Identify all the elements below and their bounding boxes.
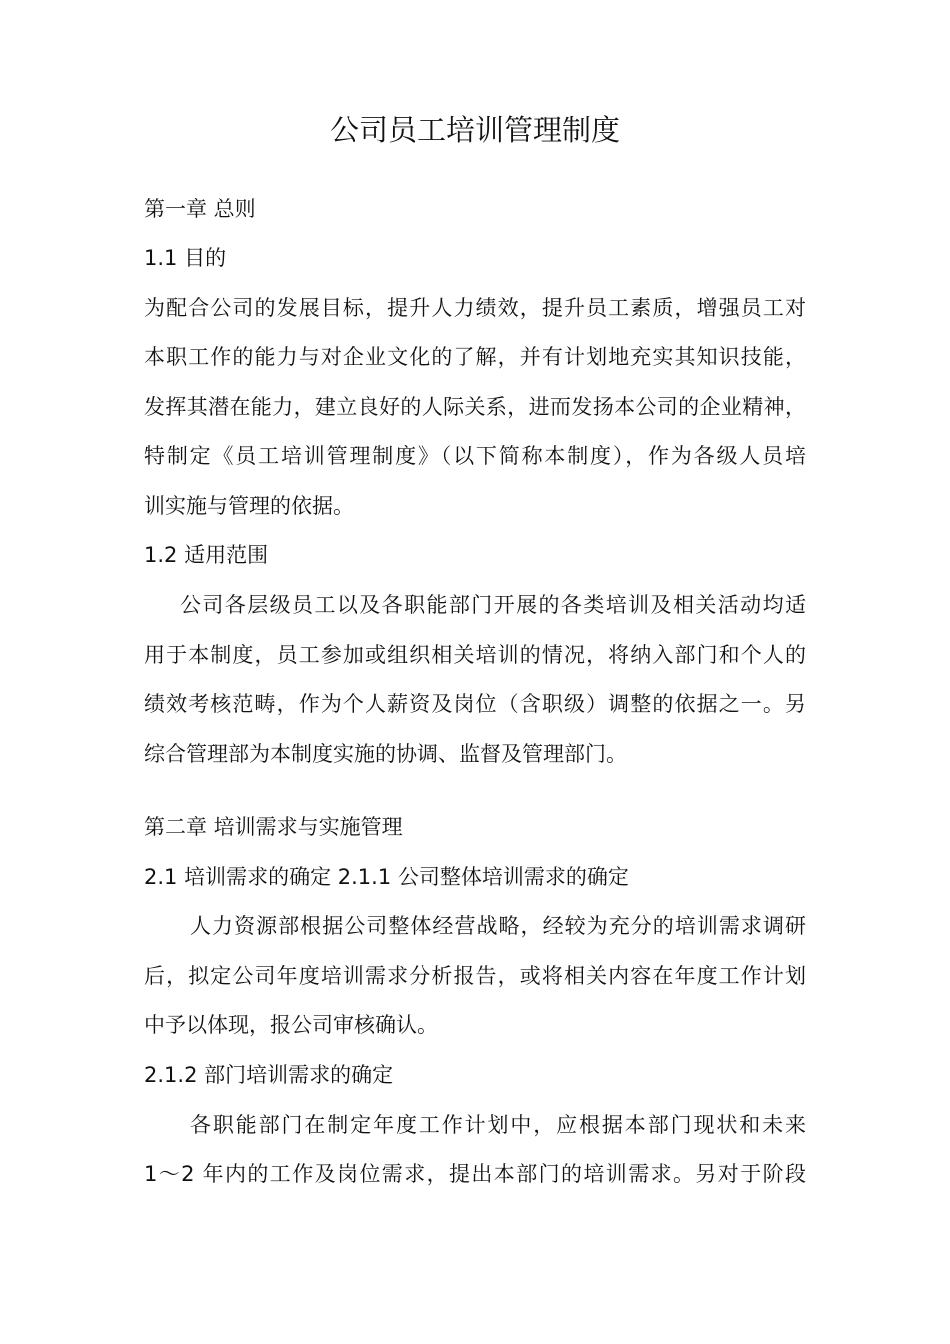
paragraph-dept-needs-line-1: 各职能部门在制定年度工作计划中，应根据本部门现状和未来 bbox=[190, 1113, 806, 1137]
paragraph-company-needs-line-1: 人力资源部根据公司整体经营战略，经较为充分的培训需求调研 bbox=[190, 914, 806, 938]
document-title: 公司员工培训管理制度 bbox=[329, 113, 620, 147]
paragraph-purpose-line-3: 发挥其潜在能力，建立良好的人际关系，进而发扬本公司的企业精神， bbox=[144, 395, 806, 419]
section-1-2-heading: 1.2 适用范围 bbox=[144, 543, 269, 567]
paragraph-scope-line-3: 绩效考核范畴，作为个人薪资及岗位（含职级）调整的依据之一。另 bbox=[144, 692, 806, 716]
chapter-1-heading: 第一章 总则 bbox=[144, 197, 256, 221]
paragraph-purpose-line-2: 本职工作的能力与对企业文化的了解，并有计划地充实其知识技能， bbox=[144, 345, 806, 369]
section-2-1-2-heading: 2.1.2 部门培训需求的确定 bbox=[144, 1063, 394, 1087]
paragraph-dept-needs-line-2: 1～2 年内的工作及岗位需求，提出本部门的培训需求。另对于阶段 bbox=[144, 1162, 806, 1186]
paragraph-purpose-line-5: 训实施与管理的依据。 bbox=[144, 494, 354, 518]
paragraph-company-needs-line-3: 中予以体现，报公司审核确认。 bbox=[144, 1013, 438, 1037]
paragraph-purpose-line-1: 为配合公司的发展目标，提升人力绩效，提升员工素质，增强员工对 bbox=[144, 296, 806, 320]
paragraph-scope-line-2: 用于本制度，员工参加或组织相关培训的情况，将纳入部门和个人的 bbox=[144, 643, 806, 667]
paragraph-company-needs-line-2: 后，拟定公司年度培训需求分析报告，或将相关内容在年度工作计划 bbox=[144, 964, 806, 988]
paragraph-scope-line-1: 公司各层级员工以及各职能部门开展的各类培训及相关活动均适 bbox=[180, 593, 806, 617]
section-1-1-heading: 1.1 目的 bbox=[144, 246, 227, 270]
chapter-2-heading: 第二章 培训需求与实施管理 bbox=[144, 815, 403, 839]
section-2-1-heading: 2.1 培训需求的确定 2.1.1 公司整体培训需求的确定 bbox=[144, 865, 629, 889]
paragraph-purpose-line-4: 特制定《员工培训管理制度》（以下简称本制度），作为各级人员培 bbox=[144, 444, 806, 468]
paragraph-scope-line-4: 综合管理部为本制度实施的协调、监督及管理部门。 bbox=[144, 742, 627, 766]
